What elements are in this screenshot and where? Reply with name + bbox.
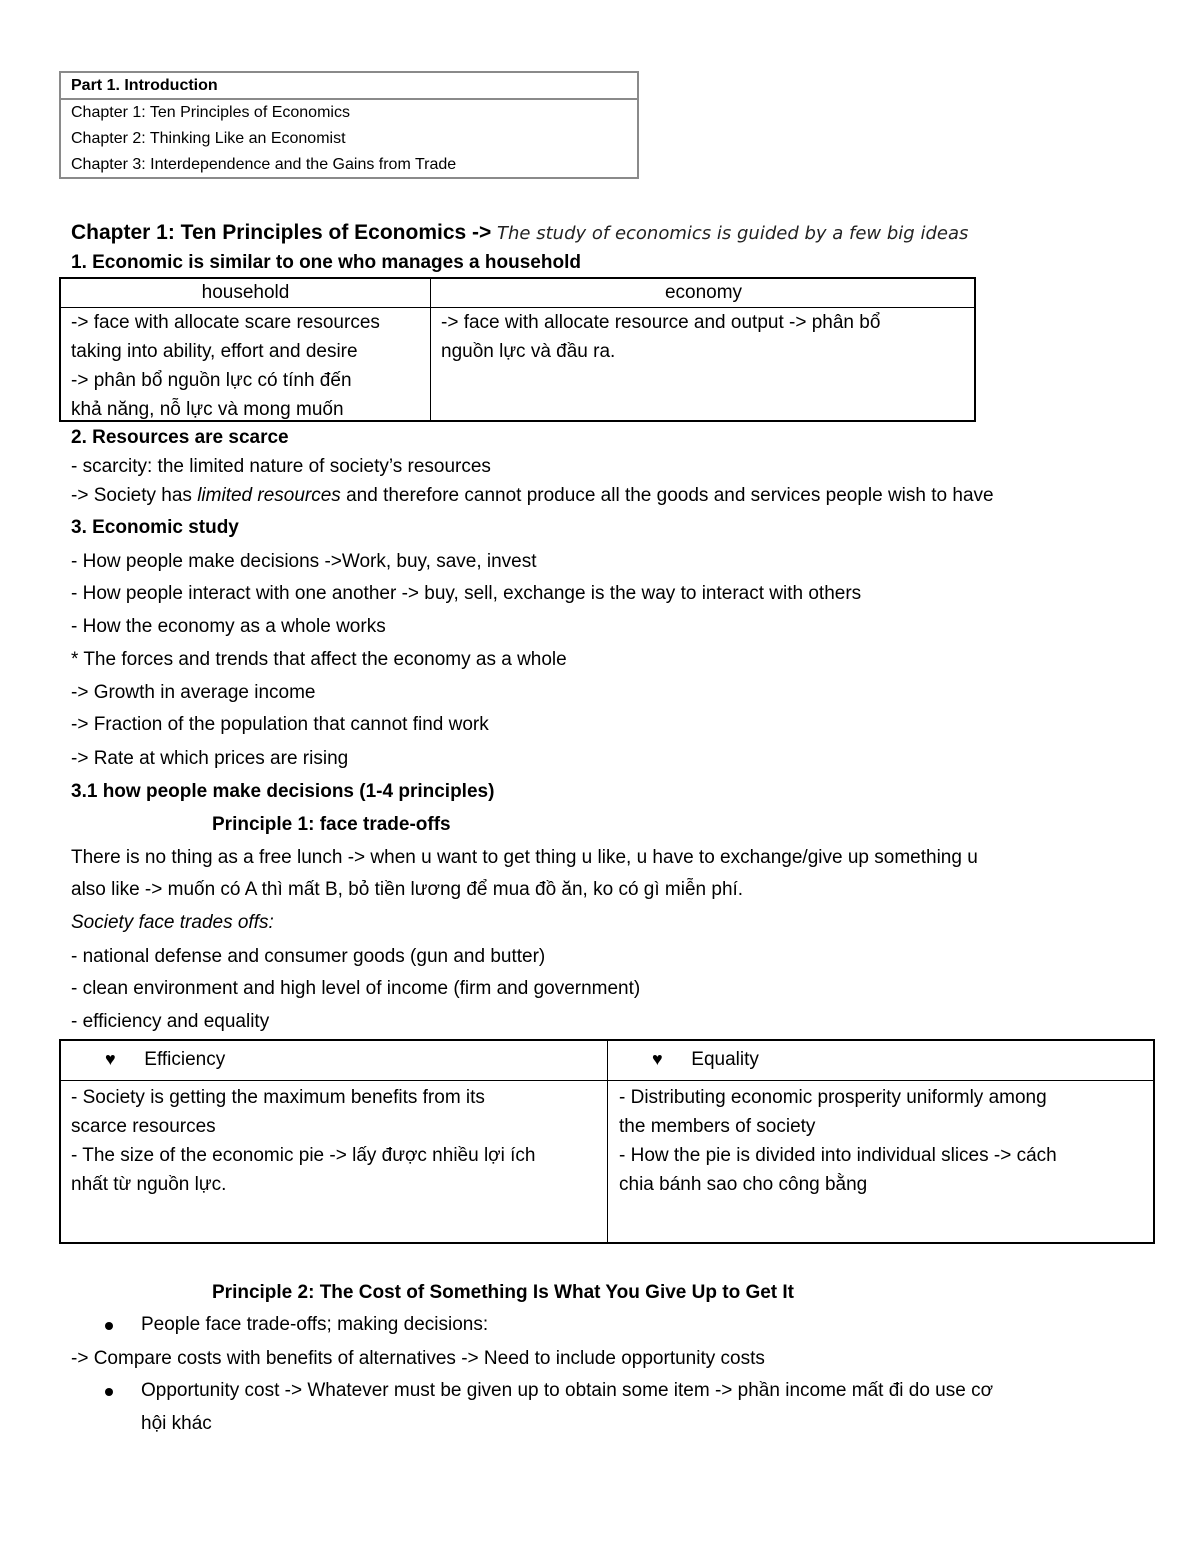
toc-box bbox=[59, 71, 639, 179]
table-cell: -> face with allocate resource and output -> phân bổ nguồn lực và đầu ra. bbox=[441, 312, 881, 362]
list-item: - national defense and consumer goods (gun and butter) bbox=[71, 946, 546, 967]
text-line: -> Growth in average income bbox=[71, 682, 316, 703]
table-header: household bbox=[201, 282, 290, 303]
table-cell: - Society is getting the maximum benefits from its scarce resources - The size of the economic pie -> lấy được nhiều lợi ích nhất từ nguồn lực. bbox=[71, 1087, 536, 1195]
heart-bullet-icon: ♥ bbox=[652, 1049, 663, 1069]
principle-title: Principle 1: face trade-offs bbox=[212, 814, 451, 835]
chapter-title: Chapter 1: Ten Principles of Economics -> The study of economics is guided by a few big ideas bbox=[71, 221, 969, 244]
toc-header: Part 1. Introduction bbox=[61, 73, 637, 100]
text-line: -> Rate at which prices are rising bbox=[71, 748, 349, 769]
section-heading: 3. Economic study bbox=[71, 517, 239, 538]
text-line: - scarcity: the limited nature of society’s resources bbox=[71, 456, 491, 477]
bullet-icon bbox=[105, 1388, 113, 1396]
toc-item: Chapter 3: Interdependence and the Gains from Trade bbox=[71, 156, 457, 173]
principle-title: Principle 2: The Cost of Something Is What You Give Up to Get It bbox=[212, 1282, 795, 1303]
list-item: Opportunity cost -> Whatever must be given up to obtain some item -> phần income mất đi do use cơ bbox=[141, 1380, 994, 1401]
table-cell: - Distributing economic prosperity uniformly among the members of society - How the pie is divided into individual slices -> cách chia bánh sao cho công bằng bbox=[619, 1087, 1057, 1195]
text-line: - How the economy as a whole works bbox=[71, 616, 386, 637]
table-cell: -> face with allocate scare resources taking into ability, effort and desire -> phân bổ nguồn lực có tính đến khả năng, nỗ lực và mong muốn bbox=[71, 312, 380, 420]
chapter-subtitle: The study of economics is guided by a few big ideas bbox=[497, 223, 969, 244]
text-line: -> Compare costs with benefits of alternatives -> Need to include opportunity costs bbox=[71, 1348, 765, 1369]
table-header: ♥ Efficiency bbox=[105, 1044, 225, 1075]
text-line: There is no thing as a free lunch -> when u want to get thing u like, u have to exchange/give up something u bbox=[71, 847, 978, 868]
text-line: * The forces and trends that affect the economy as a whole bbox=[71, 649, 567, 670]
text-line: - How people interact with one another -> buy, sell, exchange is the way to interact with others bbox=[71, 583, 862, 604]
table-header: ♥ Equality bbox=[652, 1044, 759, 1075]
section-heading: 1. Economic is similar to one who manages a household bbox=[71, 252, 581, 273]
text-line: also like -> muốn có A thì mất B, bỏ tiền lương để mua đồ ăn, ko có gì miễn phí. bbox=[71, 879, 744, 900]
toc-item: Chapter 2: Thinking Like an Economist bbox=[71, 130, 346, 147]
list-item: - clean environment and high level of income (firm and government) bbox=[71, 978, 641, 999]
list-item: - efficiency and equality bbox=[71, 1011, 270, 1032]
heart-bullet-icon: ♥ bbox=[105, 1049, 116, 1069]
bullet-icon bbox=[105, 1322, 113, 1330]
household-table bbox=[59, 277, 976, 422]
text-line: -> Society has limited resources and therefore cannot produce all the goods and services people wish to have bbox=[71, 485, 994, 506]
text-line: Society face trades offs: bbox=[71, 912, 274, 933]
text-line: - How people make decisions ->Work, buy, save, invest bbox=[71, 551, 537, 572]
toc-item: Chapter 1: Ten Principles of Economics bbox=[71, 104, 350, 121]
list-item: People face trade-offs; making decisions: bbox=[141, 1314, 489, 1335]
section-heading: 3.1 how people make decisions (1-4 principles) bbox=[71, 781, 495, 802]
table-header: economy bbox=[664, 282, 743, 303]
text-line: -> Fraction of the population that cannot find work bbox=[71, 714, 489, 735]
text-line: hội khác bbox=[141, 1413, 212, 1434]
efficiency-equality-table bbox=[59, 1039, 1155, 1244]
section-heading: 2. Resources are scarce bbox=[71, 427, 289, 448]
